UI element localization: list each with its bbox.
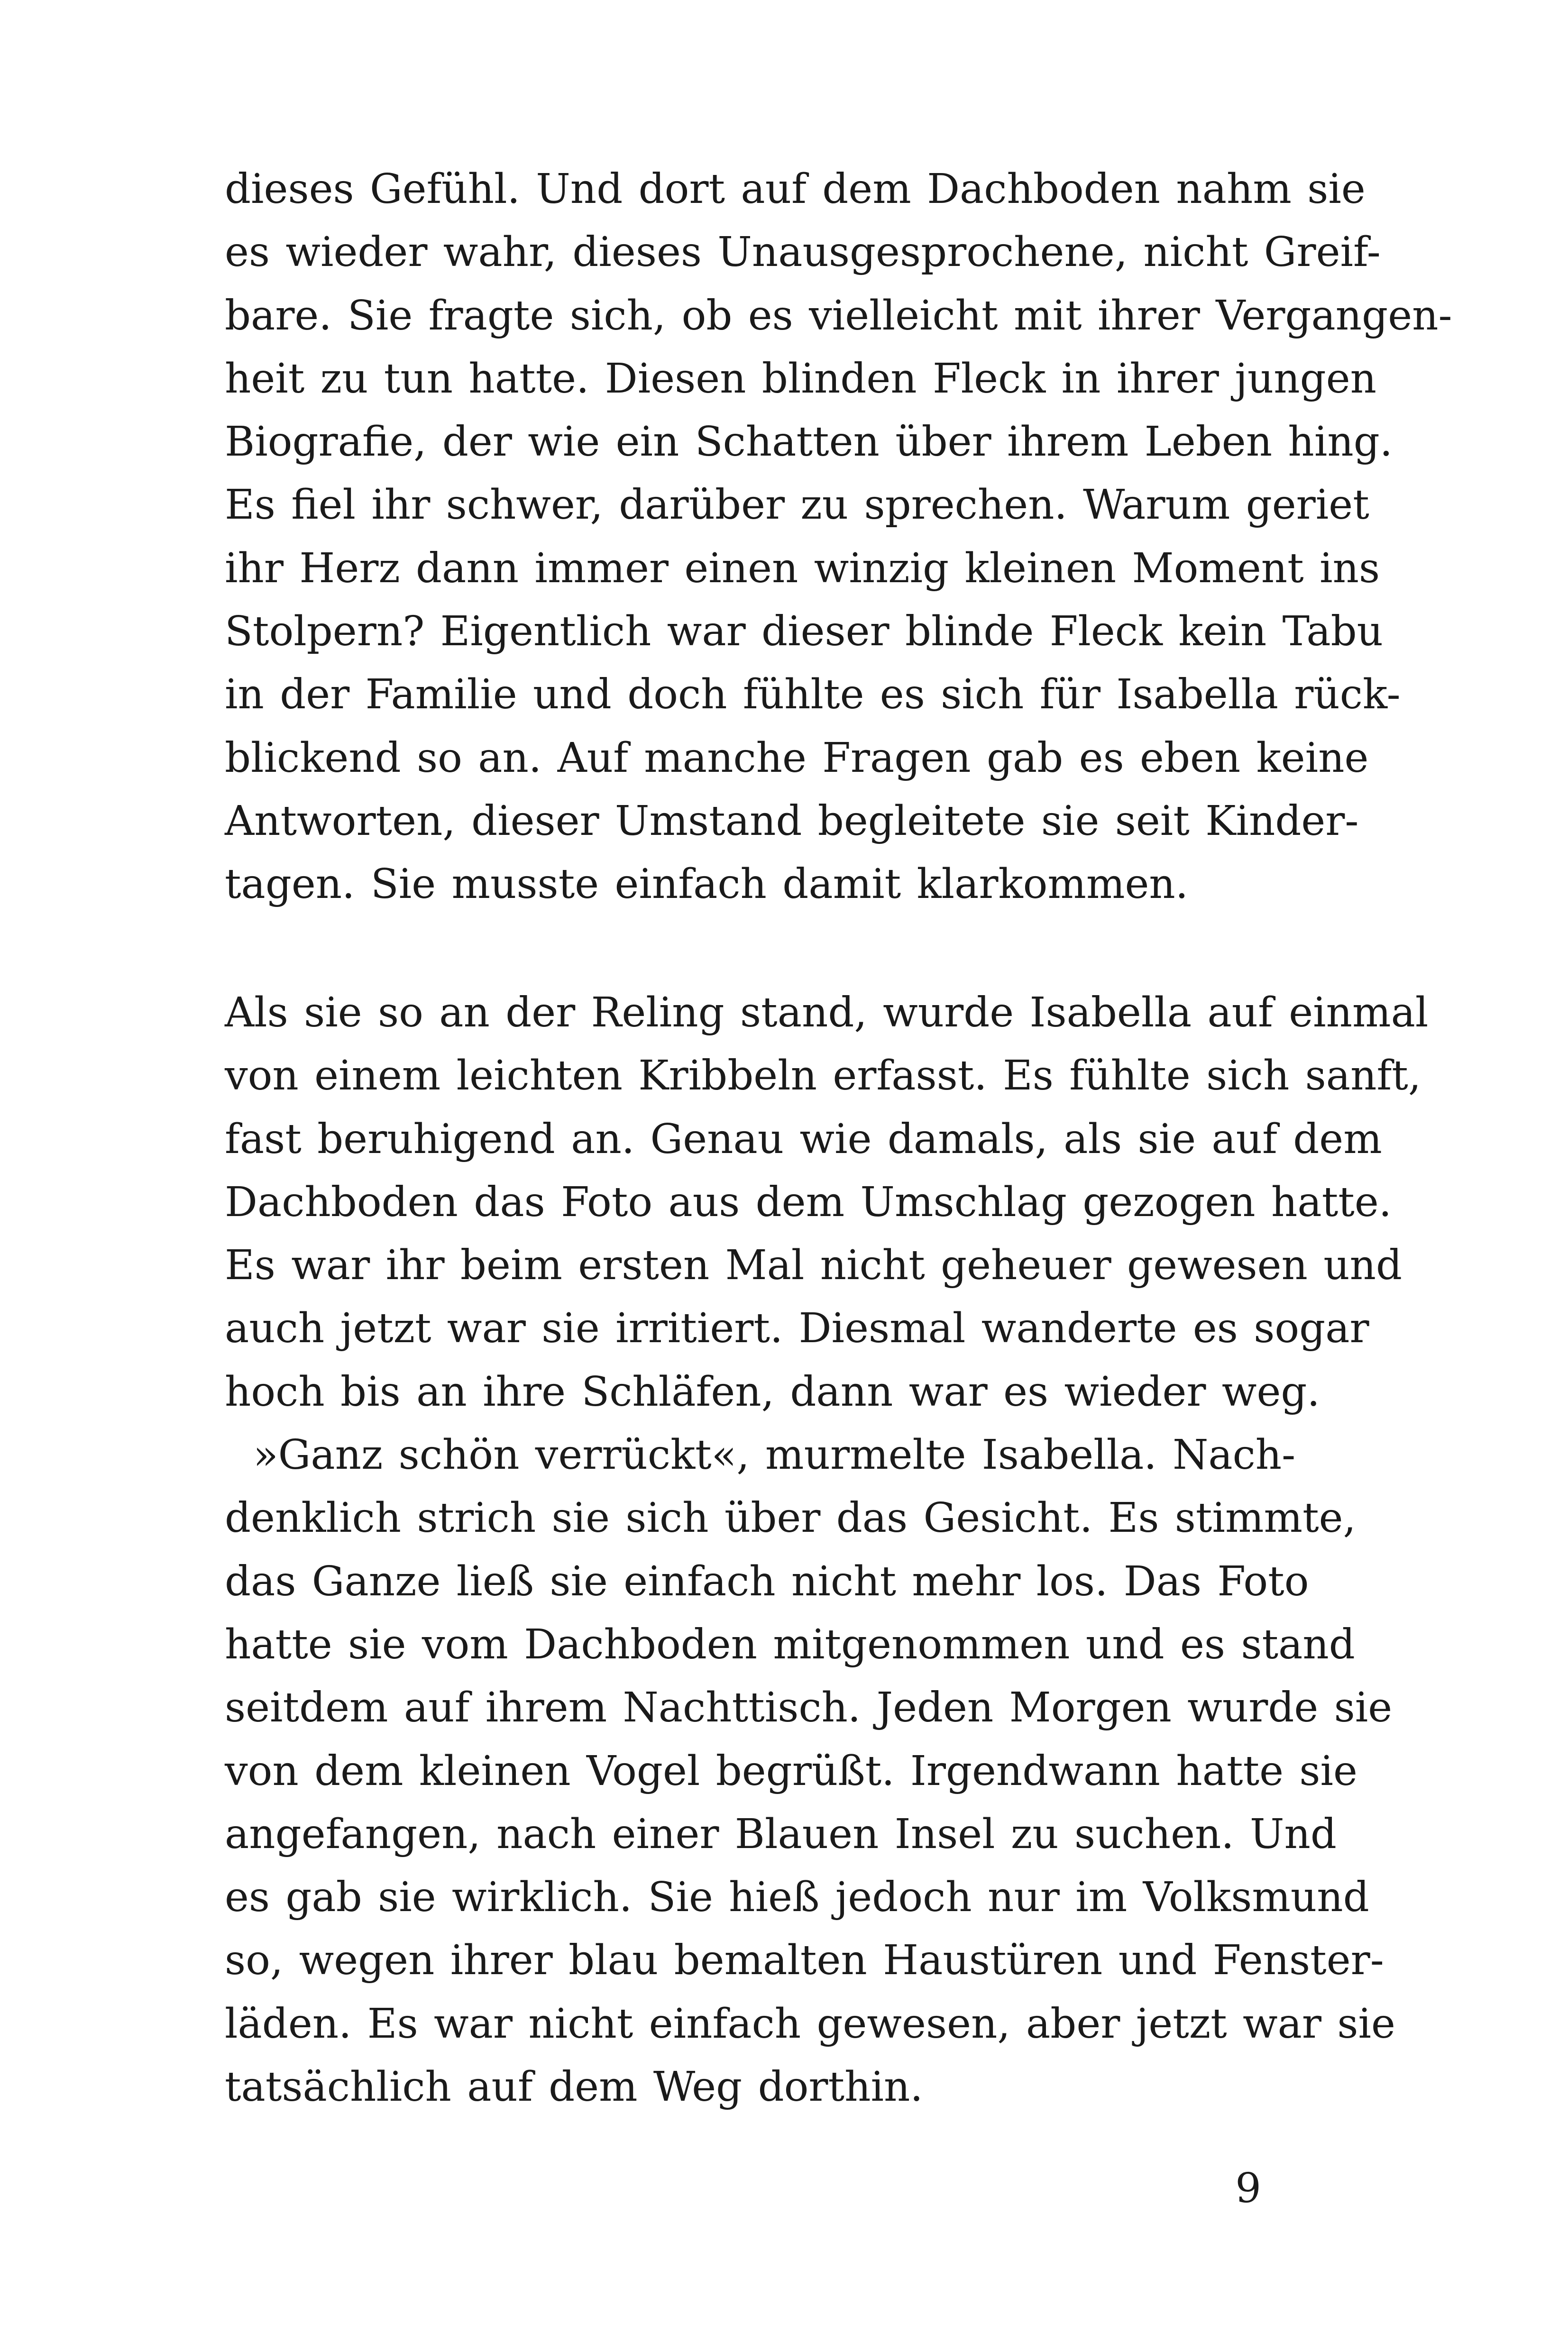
text-line: dieses Gefühl. Und dort auf dem Dachboden nahm sie xyxy=(225,165,1366,213)
text-line: tagen. Sie musste einfach damit klarkommen. xyxy=(225,860,1189,908)
text-line: bare. Sie fragte sich, ob es vielleicht mit ihrer Vergangen- xyxy=(225,292,1452,339)
text-line: hoch bis an ihre Schläfen, dann war es wieder weg. xyxy=(225,1368,1320,1416)
text-line: von dem kleinen Vogel begrüßt. Irgendwann hatte sie xyxy=(225,1747,1357,1795)
text-line: Dachboden das Foto aus dem Umschlag gezogen hatte. xyxy=(225,1178,1392,1226)
text-line: Biografie, der wie ein Schatten über ihrem Leben hing. xyxy=(225,418,1393,466)
text-line: Antworten, dieser Umstand begleitete sie seit Kinder- xyxy=(225,797,1359,845)
text-line: denklich strich sie sich über das Gesicht. Es stimmte, xyxy=(225,1494,1356,1542)
text-line: blickend so an. Auf manche Fragen gab es eben keine xyxy=(225,734,1369,782)
paragraph-2 xyxy=(225,981,1429,2119)
paragraph-1 xyxy=(225,158,1452,916)
text-line: Es war ihr beim ersten Mal nicht geheuer gewesen und xyxy=(225,1242,1403,1290)
text-line: läden. Es war nicht einfach gewesen, aber jetzt war sie xyxy=(225,2000,1395,2048)
text-line: Es fiel ihr schwer, darüber zu sprechen. Warum geriet xyxy=(225,481,1369,529)
text-line: das Ganze ließ sie einfach nicht mehr los. Das Foto xyxy=(225,1557,1309,1605)
text-line: tatsächlich auf dem Weg dorthin. xyxy=(225,2063,923,2111)
text-line: so, wegen ihrer blau bemalten Haustüren und Fenster- xyxy=(225,1937,1384,1985)
text-line: in der Familie und doch fühlte es sich für Isabella rück- xyxy=(225,671,1401,719)
text-line: hatte sie vom Dachboden mitgenommen und es stand xyxy=(225,1620,1355,1668)
text-line: fast beruhigend an. Genau wie damals, als sie auf dem xyxy=(225,1115,1382,1163)
text-line: es wieder wahr, dieses Unausgesprochene, nicht Greif- xyxy=(225,229,1381,276)
text-line: von einem leichten Kribbeln erfasst. Es fühlte sich sanft, xyxy=(225,1052,1421,1100)
page-number: 9 xyxy=(1235,2165,1261,2212)
text-line: seitdem auf ihrem Nachttisch. Jeden Morgen wurde sie xyxy=(225,1684,1393,1732)
text-line: es gab sie wirklich. Sie hieß jedoch nur im Volksmund xyxy=(225,1874,1369,1922)
text-line: ihr Herz dann immer einen winzig kleinen Moment ins xyxy=(225,544,1380,592)
text-line: angefangen, nach einer Blauen Insel zu suchen. Und xyxy=(225,1810,1337,1858)
text-line: auch jetzt war sie irritiert. Diesmal wanderte es sogar xyxy=(225,1305,1369,1353)
text-line: Als sie so an der Reling stand, wurde Isabella auf einmal xyxy=(225,989,1429,1036)
text-line: Stolpern? Eigentlich war dieser blinde Fleck kein Tabu xyxy=(225,608,1384,656)
text-line: »Ganz schön verrückt«, murmelte Isabella. Nach- xyxy=(253,1431,1296,1479)
text-line: heit zu tun hatte. Diesen blinden Fleck in ihrer jungen xyxy=(225,355,1376,403)
